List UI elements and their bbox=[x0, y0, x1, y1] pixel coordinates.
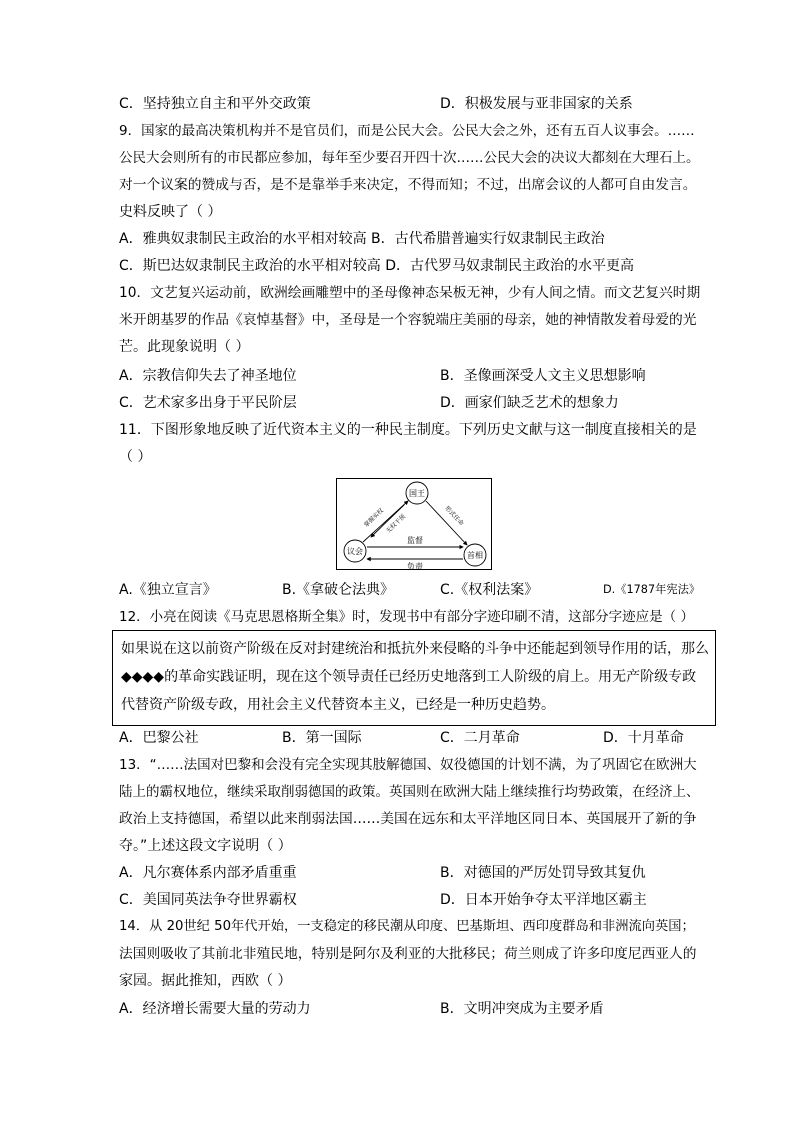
q11-line-1: 11．下图形象地反映了近代资本主义的一种民主制度。下列历史文献与这一制度直接相关的是 bbox=[119, 422, 697, 438]
q9-line-4: 史料反映了（ ） bbox=[119, 204, 222, 220]
q12-quote-line-2: ◆◆◆◆的革命实践证明，现在这个领导责任已经历史地落到工人阶级的肩上。用无产阶级专政 bbox=[121, 669, 697, 685]
q12-option-b: B．第一国际 bbox=[282, 730, 362, 746]
q12-option-a: A．巴黎公社 bbox=[119, 730, 199, 746]
q9-line-3: 对一个议案的赞成与否，是不是靠举手来决定，不得而知；不过，出席会议的人都可自由发言。 bbox=[119, 177, 697, 193]
q14-option-a: A．经济增长需要大量的劳动力 bbox=[119, 1001, 311, 1017]
constitutional-monarchy-diagram bbox=[336, 478, 492, 570]
q12-line: 12．小亮在阅读《马克思恩格斯全集》时，发现书中有部分字迹印刷不清，这部分字迹应是（ ） bbox=[119, 609, 694, 625]
q10-line-1: 10．文艺复兴运动前，欧洲绘画雕塑中的圣母像神态呆板无神，少有人间之情。而文艺复兴时期 bbox=[119, 285, 701, 301]
q11-option-d: D.《1787年宪法》 bbox=[603, 583, 701, 596]
q10-option-c: C．艺术家多出身于平民阶层 bbox=[119, 395, 297, 411]
parliament-label: 议会 bbox=[347, 547, 363, 556]
q10-option-b: B．圣像画深受人文主义思想影响 bbox=[440, 368, 646, 384]
q12-option-d: D．十月革命 bbox=[603, 730, 684, 746]
q10-option-a: A．宗教信仰失去了神圣地位 bbox=[119, 368, 297, 384]
q13-option-c: C．美国同英法争夺世界霸权 bbox=[119, 892, 297, 908]
pm-label: 首相 bbox=[467, 551, 483, 560]
q10-option-d: D．画家们缺乏艺术的想象力 bbox=[440, 395, 619, 411]
q11-option-c: C.《权利法案》 bbox=[440, 582, 539, 598]
diagram-svg bbox=[337, 479, 493, 571]
q8-option-c: C．坚持独立自主和平外交政策 bbox=[119, 96, 311, 112]
q13-option-d: D．日本开始争夺太平洋地区霸主 bbox=[440, 892, 647, 908]
q13-option-b: B．对德国的严厉处罚导致其复仇 bbox=[440, 865, 646, 881]
label-no-interference: 无权干预 bbox=[384, 513, 408, 535]
q10-line-3: 芒。此现象说明（ ） bbox=[119, 339, 250, 355]
q8-option-d: D．积极发展与亚非国家的关系 bbox=[440, 96, 633, 112]
q12-quote-box bbox=[112, 630, 716, 726]
q9-options-cd: C．斯巴达奴隶制民主政治的水平相对较高 D．古代罗马奴隶制民主政治的水平更高 bbox=[119, 258, 635, 274]
q13-line-3: 政治上支持德国，希望以此来削弱法国……美国在远东和太平洋地区同日本、英国展开了新的争 bbox=[119, 811, 697, 827]
q10-line-2: 米开朗基罗的作品《哀悼基督》中，圣母是一个容貌端庄美丽的母亲，她的神情散发着母爱的光 bbox=[119, 312, 697, 328]
q13-line-2: 陆上的霸权地位，继续采取削弱德国的政策。英国则在欧洲大陆上继续推行均势政策，在经济上、 bbox=[119, 784, 700, 800]
q14-line-2: 法国则吸收了其前北非殖民地，特别是阿尔及利亚的大批移民；荷兰则成了许多印度尼西亚人的 bbox=[119, 946, 697, 962]
q12-option-c: C．二月革命 bbox=[440, 730, 520, 746]
q13-line-4: 夺。”上述这段文字说明（ ） bbox=[119, 838, 292, 854]
q11-option-b: B.《拿破仑法典》 bbox=[282, 582, 395, 598]
label-formal-appointment: 形式任命 bbox=[443, 504, 465, 528]
q11-option-a: A.《独立宣言》 bbox=[119, 582, 217, 598]
q12-quote-line-3: 代替资产阶级专政，用社会主义代替资本主义，已经是一种历史趋势。 bbox=[121, 697, 555, 713]
q12-quote-line-1: 如果说在这以前资产阶级在反对封建统治和抵抗外来侵略的斗争中还能起到领导作用的话，那么 bbox=[121, 641, 709, 657]
q13-option-a: A．凡尔赛体系内部矛盾重重 bbox=[119, 865, 297, 881]
q13-line-1: 13．“……法国对巴黎和会没有完全实现其肢解德国、奴役德国的计划不满，为了巩固它在欧洲大 bbox=[119, 757, 697, 773]
q9-line-1: 9．国家的最高决策机构并不是官员们，而是公民大会。公民大会之外，还有五百人议事会。…… bbox=[119, 123, 695, 139]
q9-options-ab: A．雅典奴隶制民主政治的水平相对较高 B．古代希腊普遍实行奴隶制民主政治 bbox=[119, 231, 605, 247]
label-responsible: 负责 bbox=[407, 562, 423, 571]
label-supervise: 监督 bbox=[407, 536, 423, 545]
king-label: 国王 bbox=[409, 489, 425, 498]
q9-line-2: 公民大会则所有的市民都应参加，每年至少要召开四十次……公民大会的决议大都刻在大理石上。 bbox=[119, 150, 700, 166]
q14-line-3: 家园。据此推知，西欧（ ） bbox=[119, 973, 292, 989]
q11-line-2: （ ） bbox=[119, 449, 152, 465]
q14-option-b: B．文明冲突成为主要矛盾 bbox=[440, 1001, 604, 1017]
label-control-power: 掌握实权 bbox=[362, 507, 386, 529]
q14-line-1: 14．从 20世纪 50年代开始，一支稳定的移民潮从印度、巴基斯坦、西印度群岛和非洲流向英国； bbox=[119, 919, 695, 934]
